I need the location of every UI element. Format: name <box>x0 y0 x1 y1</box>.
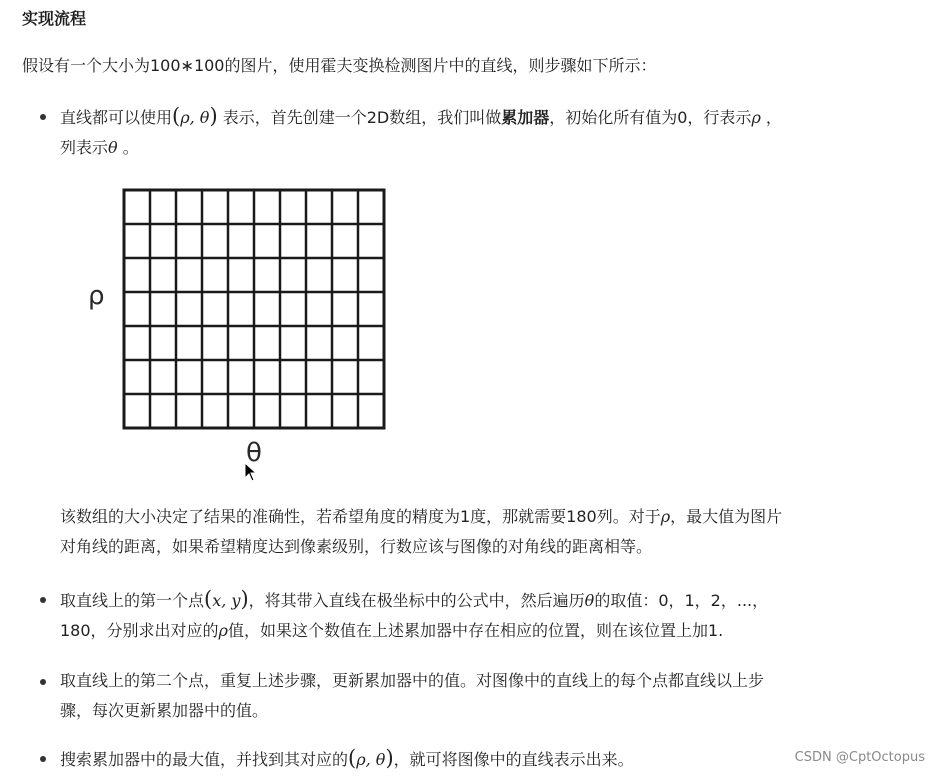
math-rho: ρ <box>751 108 761 127</box>
bullet-1-text: 表示，首先创建一个2D数组，我们叫做 <box>217 108 502 127</box>
accumulator-grid-figure <box>120 186 388 436</box>
bullet-dot <box>40 114 46 120</box>
math-x-y: x, y <box>212 591 241 610</box>
bullet-2-text: 的取值：0，1，2，...， <box>594 591 769 610</box>
watermark: CSDN @CptOctopus <box>794 750 925 765</box>
bullet-3-text: 取直线上的第二个点，重复上述步骤，更新累加器中的值。对图像中的直线上的每个点都直线以上步 <box>60 671 765 690</box>
bullet-4-text: 搜索累加器中的最大值，并找到其对应的 <box>60 750 349 769</box>
bullet-2-text: 180，分别求出对应的 <box>60 621 219 640</box>
bullet-dot <box>40 597 46 603</box>
accumulator-grid <box>120 186 388 432</box>
explanation-text: 该数组的大小决定了结果的准确性，若希望角度的精度为1度，那就需要180列。对于 <box>60 507 661 526</box>
bullet-dot <box>40 679 46 685</box>
explanation-text: 对角线的距离，如果希望精度达到像素级别，行数应该与图像的对角线的距离相等。 <box>60 537 653 556</box>
bullet-4-text: ，就可将图像中的直线表示出来。 <box>393 750 634 769</box>
math-rho-theta: ρ, θ <box>356 750 386 769</box>
section-heading: 实现流程 <box>22 9 87 28</box>
bullet-2: 取直线上的第一个点(x, y)，将其带入直线在极坐标中的公式中，然后遍历θ的取值：0，1，2，...， 180，分别求出对应的ρ值，如果这个数值在上述累加器中存在相应的位置，则在该位置上加1. <box>60 587 769 640</box>
bullet-2-text: ，将其带入直线在极坐标中的公式中，然后遍历 <box>248 591 585 610</box>
bullet-1-text: ， <box>760 108 782 127</box>
accumulator-term: 累加器 <box>501 108 550 127</box>
bullet-dot <box>40 756 46 762</box>
bullet-4: 搜索累加器中的最大值，并找到其对应的(ρ, θ)，就可将图像中的直线表示出来。 <box>60 746 634 770</box>
rho-axis-label: ρ <box>88 281 105 311</box>
bullet-2-text: 值，如果这个数值在上述累加器中存在相应的位置，则在该位置上加1. <box>227 621 724 640</box>
bullet-1-text: 。 <box>117 138 139 157</box>
math-theta: θ <box>584 591 595 610</box>
bullet-3 <box>60 666 930 726</box>
theta-axis-label: θ <box>246 438 262 468</box>
math-theta: θ <box>108 138 118 157</box>
intro-text: 假设有一个大小为100∗100的图片，使用霍夫变换检测图片中的直线，则步骤如下所示： <box>22 56 657 75</box>
math-rho-theta: ρ, θ <box>180 108 210 127</box>
mouse-cursor-icon <box>244 462 258 486</box>
math-rho: ρ <box>218 621 228 640</box>
explanation-text: ，最大值为图片 <box>670 507 783 526</box>
bullet-1-text: 直线都可以使用 <box>60 108 173 127</box>
math-rho: ρ <box>660 507 671 526</box>
bullet-1-text: ，初始化所有值为0，行表示 <box>549 108 752 127</box>
bullet-1: 直线都可以使用(ρ, θ) 表示，首先创建一个2D数组，我们叫做累加器，初始化所有值为0，行表示ρ ， 列表示θ 。 <box>60 104 782 157</box>
figure-explanation <box>60 502 930 562</box>
bullet-3-text: 骤，每次更新累加器中的值。 <box>60 701 269 720</box>
bullet-2-text: 取直线上的第一个点 <box>60 591 205 610</box>
bullet-1-text: 列表示 <box>60 138 109 157</box>
